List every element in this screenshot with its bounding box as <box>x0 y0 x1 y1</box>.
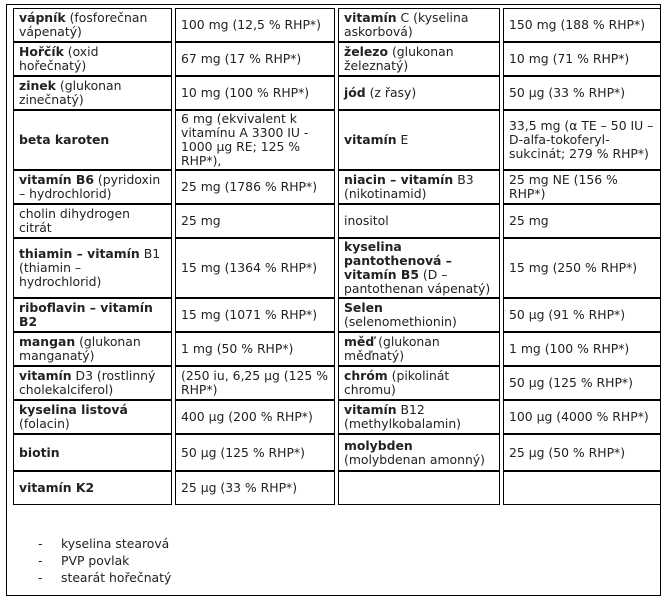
ingredient-name-detail: (selenomethionin) <box>344 314 457 329</box>
ingredient-name-detail: (oxid hořečnatý) <box>19 44 99 73</box>
ingredient-name <box>338 332 500 366</box>
ingredient-name <box>338 400 500 434</box>
list-item <box>38 535 171 552</box>
ingredient-name <box>13 434 172 471</box>
table-row <box>13 434 661 471</box>
ingredient-name <box>13 238 172 298</box>
ingredient-name <box>338 8 500 42</box>
ingredient-name-bold: biotin <box>19 444 60 460</box>
ingredient-amount: 50 µg (33 % RHP*) <box>503 76 661 110</box>
ingredient-name <box>13 366 172 400</box>
ingredient-name-bold: vitamín B6 <box>19 172 94 187</box>
ingredient-amount: 150 mg (188 % RHP*) <box>503 8 661 42</box>
table-row <box>13 366 661 400</box>
ingredient-name-detail: (glukonan manganatý) <box>19 334 141 363</box>
table-row <box>13 42 661 76</box>
ingredient-amount: 1 mg (100 % RHP*) <box>503 332 661 366</box>
ingredient-name-bold: vápník <box>19 10 66 25</box>
ingredient-name-bold: železo <box>344 44 388 59</box>
ingredient-name <box>13 204 172 238</box>
empty-cell <box>503 471 661 505</box>
ingredient-amount: 25 mg <box>503 204 661 238</box>
ingredient-name <box>13 170 172 204</box>
ingredient-name-detail: inositol <box>344 213 389 228</box>
ingredient-amount: 100 mg (12,5 % RHP*) <box>175 8 335 42</box>
ingredient-name-detail: cholin dihydrogen citrát <box>19 206 131 235</box>
table-row <box>13 170 661 204</box>
ingredient-amount: 10 mg (71 % RHP*) <box>503 42 661 76</box>
ingredient-amount: 25 mg (1786 % RHP*) <box>175 170 335 204</box>
ingredient-name <box>338 238 500 298</box>
ingredient-name-bold: mangan <box>19 334 76 349</box>
ingredient-name <box>13 76 172 110</box>
table-row <box>13 471 661 505</box>
ingredient-name-bold: vitamín K2 <box>19 480 95 495</box>
ingredient-name-detail: (pyridoxin – hydrochlorid) <box>19 172 161 201</box>
list-item-text: PVP povlak <box>61 553 130 568</box>
ingredient-name <box>13 110 172 170</box>
ingredient-amount: 100 µg (4000 % RHP*) <box>503 400 661 434</box>
ingredient-name <box>338 434 500 471</box>
table-row <box>13 298 661 332</box>
ingredient-name <box>338 42 500 76</box>
bullet-dash: - <box>38 553 43 568</box>
ingredient-name-detail: (D – pantothenan vápenatý) <box>344 267 491 296</box>
ingredient-name-bold: beta karoten <box>19 132 110 147</box>
list-item <box>38 569 171 586</box>
list-item <box>38 552 171 569</box>
ingredient-name-bold: vitamín <box>344 402 397 417</box>
ingredient-name-bold: Hořčík <box>19 44 64 59</box>
ingredient-amount: 25 µg (33 % RHP*) <box>175 471 335 505</box>
ingredient-name-bold: niacin – vitamín <box>344 172 454 187</box>
ingredient-amount: (250 iu, 6,25 µg (125 % RHP*) <box>175 366 335 400</box>
ingredient-amount: 15 mg (1071 % RHP*) <box>175 298 335 332</box>
ingredient-name <box>338 170 500 204</box>
list-item-text: stearát hořečnatý <box>61 570 172 585</box>
ingredient-name <box>338 204 500 238</box>
ingredient-name-detail: (z řasy) <box>365 85 417 100</box>
ingredient-amount: 10 mg (100 % RHP*) <box>175 76 335 110</box>
table-row <box>13 8 661 42</box>
ingredient-name-bold: kyselina pantothenová – vitamín B5 <box>344 239 452 282</box>
ingredient-name <box>13 42 172 76</box>
ingredient-name-bold: chróm <box>344 368 388 383</box>
ingredient-name-bold: vitamín <box>344 132 397 147</box>
ingredient-name <box>338 298 500 332</box>
ingredient-name <box>13 332 172 366</box>
table-row <box>13 400 661 434</box>
ingredient-amount: 1 mg (50 % RHP*) <box>175 332 335 366</box>
ingredient-amount: 33,5 mg (α TE – 50 IU – D-alfa-tokoferyl-sukcinát; 279 % RHP*) <box>503 110 661 170</box>
ingredient-name-detail: (fosforečnan vápenatý) <box>19 10 148 39</box>
ingredient-name <box>338 366 500 400</box>
ingredient-name-bold: vitamín <box>19 368 72 383</box>
ingredient-name <box>338 110 500 170</box>
ingredient-name-bold: kyselina listová <box>19 402 128 417</box>
table-row <box>13 332 661 366</box>
ingredient-name <box>338 76 500 110</box>
ingredient-amount: 6 mg (ekvivalent k vitamínu A 3300 IU - 1000 µg RE; 125 % RHP*), <box>175 110 335 170</box>
ingredient-name <box>13 8 172 42</box>
ingredient-amount: 25 mg <box>175 204 335 238</box>
table-row <box>13 238 661 298</box>
ingredient-name-bold: jód <box>344 85 366 100</box>
ingredient-name-detail: (glukonan zinečnatý) <box>19 78 122 107</box>
ingredient-amount: 15 mg (250 % RHP*) <box>503 238 661 298</box>
table-row <box>13 204 661 238</box>
other-ingredients-list <box>38 535 171 586</box>
table-row <box>13 110 661 170</box>
ingredient-amount: 15 mg (1364 % RHP*) <box>175 238 335 298</box>
ingredient-amount: 25 mg NE (156 % RHP*) <box>503 170 661 204</box>
ingredient-name-bold: molybden <box>344 437 413 453</box>
ingredient-name-detail: (molybdenan amonný) <box>344 451 485 467</box>
table-row <box>13 76 661 110</box>
ingredient-amount: 67 mg (17 % RHP*) <box>175 42 335 76</box>
ingredient-name <box>13 471 172 505</box>
ingredient-name-detail: B12 (methylkobalamin) <box>344 402 462 431</box>
ingredient-amount: 50 µg (125 % RHP*) <box>503 366 661 400</box>
ingredient-name-detail: B1 (thiamin – hydrochlorid) <box>19 246 161 289</box>
ingredient-name-detail: D3 (rostlinný cholekalciferol) <box>19 368 156 397</box>
ingredient-name-detail: (glukonan železnatý) <box>344 44 454 73</box>
ingredient-name-detail: (pikolinát chromu) <box>344 368 450 397</box>
ingredient-amount: 25 µg (50 % RHP*) <box>503 434 661 471</box>
ingredient-name-bold: thiamin – vitamín <box>19 246 140 261</box>
ingredient-name-detail: (folacin) <box>19 416 70 431</box>
ingredient-name <box>13 400 172 434</box>
ingredient-amount: 50 µg (125 % RHP*) <box>175 434 335 471</box>
bullet-dash: - <box>38 536 43 551</box>
ingredient-name-detail: C (kyselina askorbová) <box>344 10 469 39</box>
ingredient-name-bold: zinek <box>19 78 56 93</box>
ingredient-name-bold: Selen <box>344 300 383 315</box>
ingredient-name-bold: riboflavin – vitamín B2 <box>19 300 153 329</box>
ingredient-name-bold: vitamín <box>344 10 397 25</box>
list-item-text: kyselina stearová <box>61 536 170 551</box>
ingredient-name-detail: E <box>396 132 409 147</box>
empty-cell <box>338 471 500 505</box>
ingredient-name-detail: (glukonan měďnatý) <box>344 334 440 363</box>
ingredient-name <box>13 298 172 332</box>
ingredient-name-bold: měď <box>344 334 375 349</box>
ingredient-amount: 50 µg (91 % RHP*) <box>503 298 661 332</box>
ingredient-name-detail: B3 (nikotinamid) <box>344 172 474 201</box>
ingredient-amount: 400 µg (200 % RHP*) <box>175 400 335 434</box>
nutrient-table <box>10 8 664 505</box>
bullet-dash: - <box>38 570 43 585</box>
